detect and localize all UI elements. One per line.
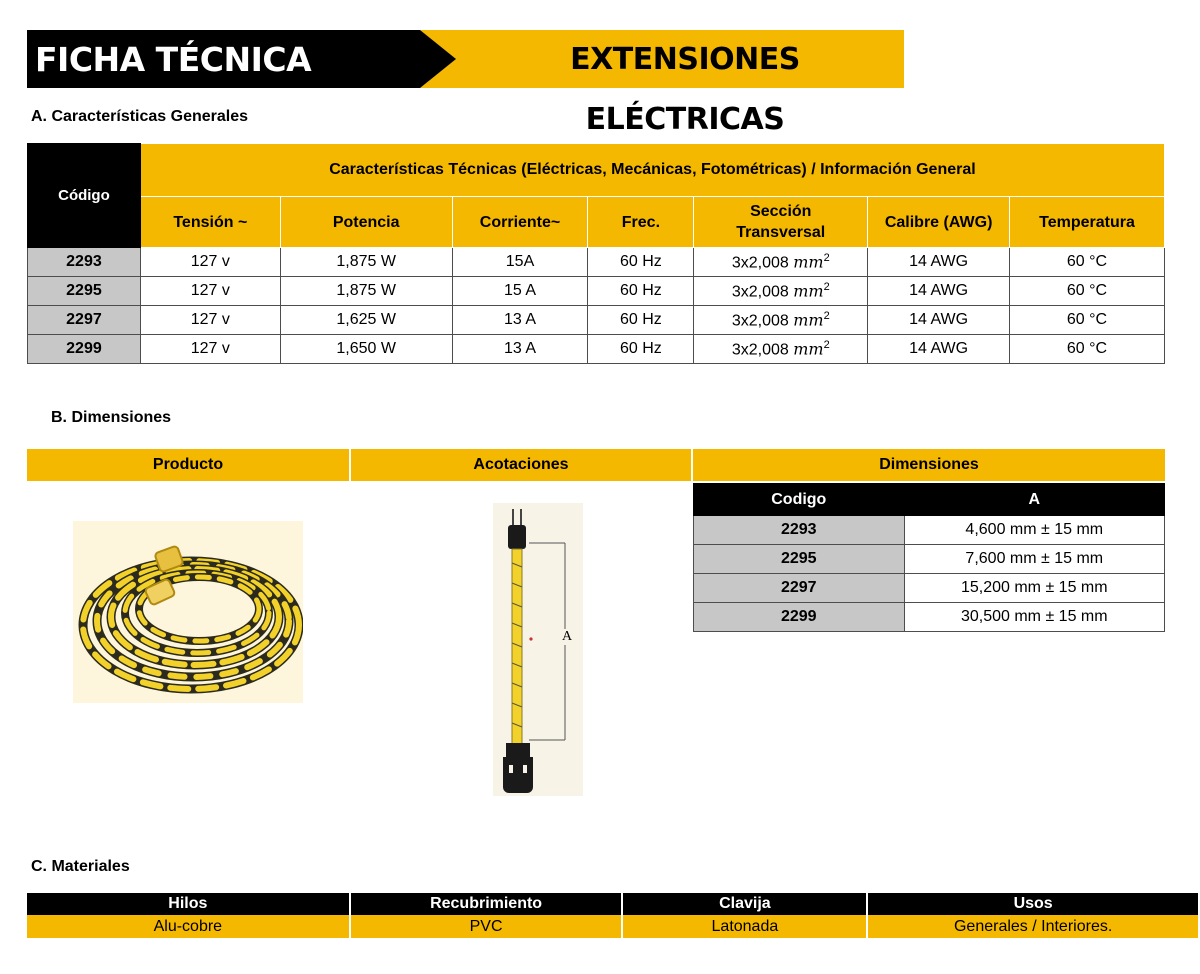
- row-potencia: 1,875 W: [280, 277, 452, 306]
- table-row: [28, 335, 1165, 364]
- table-row: [694, 603, 1165, 632]
- row-code: 2297: [28, 306, 141, 335]
- section-a-title: A. Características Generales: [31, 108, 249, 125]
- section-b-title: B. Dimensiones: [51, 409, 172, 426]
- mat-header-recubrimiento: Recubrimiento: [350, 893, 623, 915]
- header-producto: Producto: [27, 449, 349, 481]
- row-temp: 60 °C: [1010, 335, 1165, 364]
- dimensions-table: [693, 483, 1165, 632]
- col-header-potencia: Potencia: [280, 197, 452, 248]
- table-row: [694, 545, 1165, 574]
- mat-value-recubrimiento: PVC: [350, 915, 623, 938]
- dim-header-codigo: Codigo: [694, 484, 905, 516]
- row-calibre: 14 AWG: [868, 335, 1010, 364]
- dim-row-code: 2293: [694, 516, 905, 545]
- row-corriente: 13 A: [452, 306, 588, 335]
- seccion-exp: 2: [823, 338, 830, 351]
- seccion-exp: 2: [823, 280, 830, 293]
- row-potencia: 1,625 W: [280, 306, 452, 335]
- row-frec: 60 Hz: [588, 306, 694, 335]
- table-row: [694, 574, 1165, 603]
- seccion-unit: mm: [793, 252, 824, 272]
- row-frec: 60 Hz: [588, 277, 694, 306]
- row-tension: 127 v: [140, 306, 280, 335]
- row-frec: 60 Hz: [588, 335, 694, 364]
- header-acotaciones: Acotaciones: [351, 449, 691, 481]
- row-code: 2295: [28, 277, 141, 306]
- seccion-exp: 2: [823, 251, 830, 264]
- row-seccion: [694, 248, 868, 277]
- seccion-value: 3x2,008: [731, 312, 789, 330]
- product-image: [73, 521, 303, 703]
- row-temp: 60 °C: [1010, 306, 1165, 335]
- row-tension: 127 v: [140, 335, 280, 364]
- seccion-value: 3x2,008: [731, 254, 789, 272]
- row-calibre: 14 AWG: [868, 306, 1010, 335]
- dimension-label-a: A: [562, 629, 573, 644]
- row-seccion: [694, 306, 868, 335]
- dim-row-a: 7,600 mm ± 15 mm: [904, 545, 1164, 574]
- dim-row-a: 4,600 mm ± 15 mm: [904, 516, 1164, 545]
- row-calibre: 14 AWG: [868, 277, 1010, 306]
- seccion-value: 3x2,008: [731, 341, 789, 359]
- characteristics-table: [27, 143, 1165, 364]
- dim-row-a: 30,500 mm ± 15 mm: [904, 603, 1164, 632]
- row-potencia: 1,875 W: [280, 248, 452, 277]
- group-header: Características Técnicas (Eléctricas, Mecánicas, Fotométricas) / Información General: [140, 144, 1164, 197]
- header-dimensiones: Dimensiones: [693, 449, 1165, 481]
- row-temp: 60 °C: [1010, 277, 1165, 306]
- table-row: [28, 306, 1165, 335]
- row-code: 2299: [28, 335, 141, 364]
- materials-table: [27, 893, 1200, 938]
- seccion-value: 3x2,008: [731, 283, 789, 301]
- col-header-seccion-line1: Sección: [750, 203, 812, 220]
- col-header-corriente: Corriente~: [452, 197, 588, 248]
- table-row: [694, 516, 1165, 545]
- table-row: [28, 277, 1165, 306]
- col-header-seccion: [694, 197, 868, 248]
- dim-row-a: 15,200 mm ± 15 mm: [904, 574, 1164, 603]
- section-c-title: C. Materiales: [31, 858, 130, 875]
- row-code: 2293: [28, 248, 141, 277]
- seccion-unit: mm: [793, 310, 824, 330]
- row-corriente: 13 A: [452, 335, 588, 364]
- row-seccion: [694, 277, 868, 306]
- col-header-temperatura: Temperatura: [1010, 197, 1165, 248]
- mat-value-clavija: Latonada: [622, 915, 867, 938]
- dim-row-code: 2295: [694, 545, 905, 574]
- dim-row-code: 2297: [694, 574, 905, 603]
- mat-value-hilos: Alu-cobre: [27, 915, 350, 938]
- table-row: [28, 248, 1165, 277]
- row-tension: 127 v: [140, 277, 280, 306]
- row-corriente: 15A: [452, 248, 588, 277]
- col-header-frec: Frec.: [588, 197, 694, 248]
- row-seccion: [694, 335, 868, 364]
- col-header-calibre: Calibre (AWG): [868, 197, 1010, 248]
- dim-row-code: 2299: [694, 603, 905, 632]
- dim-header-a: A: [904, 484, 1164, 516]
- mat-header-clavija: Clavija: [622, 893, 867, 915]
- row-potencia: 1,650 W: [280, 335, 452, 364]
- col-header-tension: Tensión ~: [140, 197, 280, 248]
- mat-header-usos: Usos: [867, 893, 1199, 915]
- seccion-unit: mm: [793, 281, 824, 301]
- row-frec: 60 Hz: [588, 248, 694, 277]
- page-subtitle: EXTENSIONES ELÉCTRICAS: [570, 42, 800, 137]
- seccion-unit: mm: [793, 339, 824, 359]
- row-corriente: 15 A: [452, 277, 588, 306]
- col-header-seccion-line2: Transversal: [736, 224, 826, 241]
- seccion-exp: 2: [823, 309, 830, 322]
- row-temp: 60 °C: [1010, 248, 1165, 277]
- row-calibre: 14 AWG: [868, 248, 1010, 277]
- mat-value-usos: Generales / Interiores.: [867, 915, 1199, 938]
- header-arrow: [420, 30, 456, 88]
- dimension-diagram: [493, 503, 583, 796]
- coiled-cord-illustration: [73, 521, 303, 703]
- mat-header-hilos: Hilos: [27, 893, 350, 915]
- code-header: Código: [28, 144, 141, 248]
- cord-dimension-drawing: [493, 503, 583, 796]
- page-title: FICHA TÉCNICA: [35, 40, 312, 79]
- row-tension: 127 v: [140, 248, 280, 277]
